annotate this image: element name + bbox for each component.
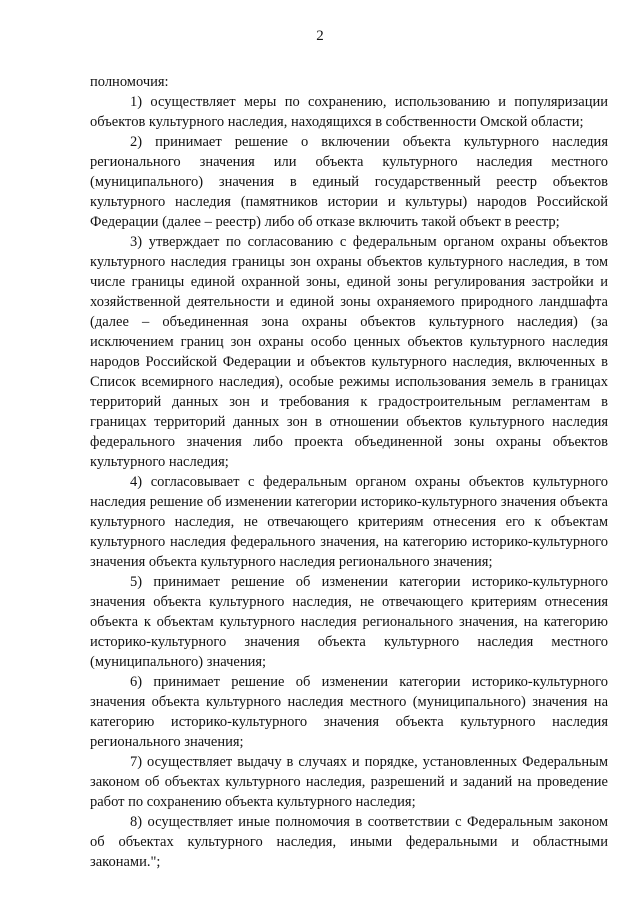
page-number: 2 <box>316 28 324 44</box>
lead-text: полномочия: <box>90 74 169 90</box>
list-item-5: 5) принимает решение об изменении категории историко-культурного значения объекта культурного наследия, не отвечающего критериям отнесения объекта к объектам культурного наследия регионального значения, на категорию историко-культурного значения объекта культурного наследия местного (муниципального) значения; <box>90 574 608 670</box>
list-item-4: 4) согласовывает с федеральным органом охраны объектов культурного наследия решение об изменении категории историко-культурного значения объекта культурного наследия, не отвечающего критериям отнесения его к объектам культурного наследия федерального значения, на категорию историко-культурного значения объекта культурного наследия регионального значения; <box>90 474 608 570</box>
list-item-8: 8) осуществляет иные полномочия в соответствии с Федеральным законом об объектах культурного наследия, иными федеральными и областными законами."; <box>90 814 608 870</box>
list-item-2: 2) принимает решение о включении объекта культурного наследия регионального значения или объекта культурного наследия местного (муниципального) значения в единый государственный реестр объектов культурного наследия (памятников истории и культуры) народов Российской Федерации (далее – реестр) либо об отказе включить такой объект в реестр; <box>90 134 608 230</box>
list-item-6: 6) принимает решение об изменении категории историко-культурного значения объекта культурного наследия местного (муниципального) значения на категорию историко-культурного значения объекта культурного наследия регионального значения; <box>90 674 608 750</box>
list-item-3: 3) утверждает по согласованию с федеральным органом охраны объектов культурного наследия границы зон охраны объектов культурного наследия, в том числе границы единой охранной зоны, единой зоны регулирования застройки и хозяйственной деятельности и единой зоны охраняемого природного ландшафта (далее – объединенная зона охраны объектов культурного наследия) (за исключением границ зон охраны особо ценных объектов культурного наследия народов Российской Федерации и объектов культурного наследия, включенных в Список всемирного наследия), особые режимы использования земель в границах территорий данных зон и требования к градостроительным регламентам в границах территорий данных зон в отношении объектов культурного наследия федерального значения либо проекта объединенной зоны охраны объектов культурного наследия; <box>90 234 608 470</box>
list-item-1: 1) осуществляет меры по сохранению, использованию и популяризации объектов культурного наследия, находящихся в собственности Омской области; <box>90 94 608 130</box>
list-item-7: 7) осуществляет выдачу в случаях и порядке, установленных Федеральным законом об объектах культурного наследия, разрешений и заданий на проведение работ по сохранению объекта культурного наследия; <box>90 754 608 810</box>
document-body <box>90 72 608 872</box>
